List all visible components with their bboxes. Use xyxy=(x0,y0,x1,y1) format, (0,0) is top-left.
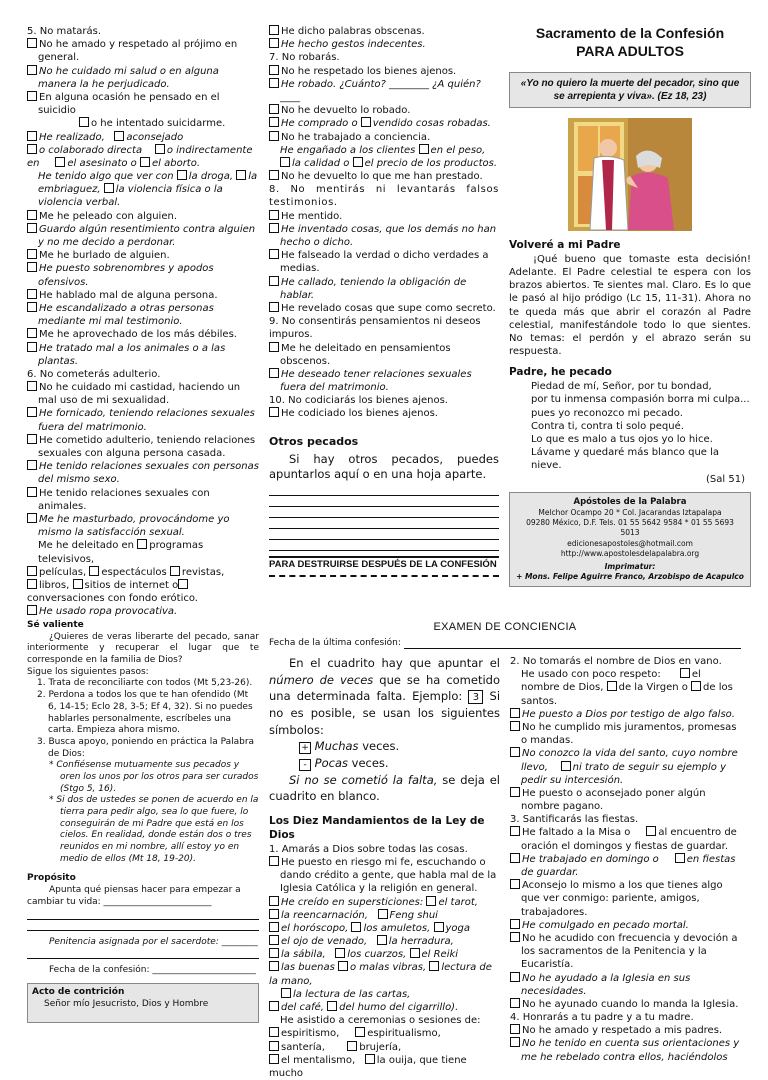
bottom-col-2 xyxy=(269,655,500,1080)
commandment-8: 8. No mentirás ni levantarás falsos testimonios. xyxy=(269,184,499,209)
list-item: He usado con poco respeto: el nombre de Dios, de la Virgen o de los santos. xyxy=(521,669,733,707)
checkbox-icon[interactable] xyxy=(269,368,279,378)
checkbox-icon[interactable] xyxy=(269,961,279,971)
list-item: He puesto en riesgo mi fe, escuchando o dando crédito a gente, que habla mal de la Iglesia Católica y la religión en general. xyxy=(269,856,500,896)
list-item: He comprado o vendido cosas robadas. xyxy=(269,117,499,130)
checkbox-icon[interactable] xyxy=(646,826,656,836)
checkbox-icon[interactable] xyxy=(27,407,37,417)
list-item: 3. Busca apoyo, poniendo en práctica la Palabra de Dios: xyxy=(37,736,255,759)
checkbox-icon[interactable] xyxy=(680,668,690,678)
list-item: He usado ropa provocativa. xyxy=(27,605,259,618)
checkbox-icon[interactable] xyxy=(89,566,99,576)
checkbox-icon[interactable] xyxy=(434,922,444,932)
checkbox-icon[interactable] xyxy=(27,605,37,615)
list-item: He inventado cosas, que los demás no han hecho o dicho. xyxy=(269,223,499,249)
list-item: No he amado y respetado al prójimo en general. xyxy=(27,38,259,64)
top-col-3 xyxy=(509,25,751,587)
checkbox-icon[interactable] xyxy=(269,78,279,88)
list-item: He trabajado en domingo o en fiestas de guardar. xyxy=(510,853,742,879)
checkbox-icon[interactable] xyxy=(269,342,279,352)
checkbox-icon[interactable] xyxy=(365,1054,375,1064)
checkbox-icon[interactable] xyxy=(378,909,388,919)
confession-illustration xyxy=(568,118,692,231)
penance-field[interactable]: Penitencia asignada por el sacerdote: ________ xyxy=(49,936,258,947)
write-line[interactable] xyxy=(269,540,499,551)
list-item: He falseado la verdad o dicho verdades a medias. xyxy=(269,249,499,275)
checkbox-icon[interactable] xyxy=(347,1041,357,1051)
list-item: del café, del humo del cigarrillo). xyxy=(269,1001,500,1014)
checkbox-icon[interactable] xyxy=(269,25,279,35)
checkbox-icon[interactable] xyxy=(170,566,180,576)
checkbox-icon[interactable] xyxy=(27,144,37,154)
exam-header xyxy=(269,620,741,649)
checkbox-icon[interactable] xyxy=(280,157,290,167)
list-item: No he amado y respetado a mis padres. xyxy=(510,1024,742,1037)
list-item: No he tenido en cuenta sus orientaciones y me he rebelado contra ellos, haciéndolos xyxy=(510,1037,742,1063)
checkbox-icon[interactable] xyxy=(269,909,279,919)
list-item: No he ayudado a la Iglesia en sus necesidades. xyxy=(510,972,742,998)
checkbox-icon[interactable] xyxy=(327,1001,337,1011)
checkbox-icon[interactable] xyxy=(561,761,571,771)
checkbox-icon[interactable] xyxy=(361,117,371,127)
checkbox-icon[interactable] xyxy=(27,210,37,220)
checkbox-icon[interactable] xyxy=(269,407,279,417)
checkbox-icon[interactable] xyxy=(419,144,429,154)
checkbox-icon[interactable] xyxy=(269,249,279,259)
commandment-1: 1. Amarás a Dios sobre todas las cosas. xyxy=(269,843,468,855)
checkbox-icon[interactable] xyxy=(510,919,520,929)
blank-instruction: Si no se cometió la falta, se deja el cuadrito en blanco. xyxy=(269,772,501,804)
list-item: He puesto a Dios por testigo de algo falso. xyxy=(510,708,742,721)
list-item: He escandalizado a otras personas mediante mi mal testimonio. xyxy=(27,302,259,328)
paragraph: Sigue los siguientes pasos: xyxy=(27,666,149,677)
checkbox-icon[interactable] xyxy=(269,223,279,233)
list-item: Me he burlado de alguien. xyxy=(27,249,259,262)
steps-list xyxy=(27,678,259,760)
commandment-5: 5. No matarás. xyxy=(27,26,102,37)
page-subtitle: PARA ADULTOS xyxy=(576,42,684,59)
checkbox-icon[interactable] xyxy=(27,91,37,101)
list-item: No he cuidado mi castidad, haciendo un mal uso de mi sexualidad. xyxy=(27,381,259,407)
list-item: el horóscopo, los amuletos, yoga xyxy=(269,922,500,935)
top-col-1 xyxy=(27,25,259,618)
list-item: santería, brujería, xyxy=(269,1041,500,1054)
list-item: He dicho palabras obscenas. xyxy=(269,25,499,38)
list-item: la lectura de las cartas, xyxy=(269,988,500,1001)
checkbox-icon[interactable] xyxy=(79,117,89,127)
confession-date-field[interactable]: Fecha de la confesión: _______________________ xyxy=(49,965,256,976)
commandment-9: 9. No consentirás pensamientos ni deseos impuros. xyxy=(269,316,481,341)
psalm xyxy=(509,380,751,486)
list-item: o colaborado directa o indirectamente en el asesinato o el aborto. xyxy=(27,144,253,169)
psalm-line: Lávame y quedaré más blanco que la nieve. xyxy=(531,447,720,472)
list-item: He realizado, aconsejado xyxy=(27,131,259,144)
list-item: He tenido algo que ver con la droga, la embriaguez, la violencia física o la violencia verbal. xyxy=(38,171,258,209)
psalm-line: Lo que es malo a tus ojos yo lo hice. xyxy=(531,433,713,445)
commandment-10: 10. No codiciarás los bienes ajenos. xyxy=(269,395,448,407)
write-line[interactable] xyxy=(27,948,259,959)
checkbox-icon[interactable] xyxy=(353,157,363,167)
list-item: Me he aprovechado de los más débiles. xyxy=(27,328,259,341)
quote-box: «Yo no quiero la muerte del pecador, sino que se arrepienta y viva». (Ez 18, 23) xyxy=(509,72,751,108)
instructions: En el cuadrito hay que apuntar el número de veces que se ha cometido una determinada falta. Ejemplo: 3 Si no es posible, se usan los siguientes símbolos: xyxy=(269,656,501,737)
list-item: libros, sitios de internet oconversaciones con fondo erótico. xyxy=(27,579,198,605)
checkbox-icon[interactable] xyxy=(269,1001,279,1011)
list-item: No he trabajado a conciencia. xyxy=(269,131,499,144)
list-item: el mentalismo, la ouija, que tiene mucho xyxy=(269,1054,467,1079)
psalm-line: Contra ti, contra ti solo pequé. xyxy=(531,420,684,432)
symbol-many: + Muchas veces. xyxy=(269,738,500,755)
paragraph: ¿Quieres de veras liberarte del pecado, sanar interiormente y recuperar el lugar que te corresponde en la familia de Dios? xyxy=(27,631,259,666)
checkbox-icon[interactable] xyxy=(177,170,187,180)
section-heading: Volveré a mi Padre xyxy=(509,239,621,251)
checkbox-icon[interactable] xyxy=(269,65,279,75)
list-item: He faltado a la Misa o al encuentro de oración el domingos y fiestas de guardar. xyxy=(510,826,742,852)
checkbox-icon[interactable] xyxy=(429,961,439,971)
checkbox-icon[interactable] xyxy=(27,579,37,589)
other-sins-heading: Otros pecados xyxy=(269,434,359,448)
list-item: He revelado cosas que supe como secreto. xyxy=(269,302,499,315)
psalm-line: pues yo reconozco mi pecado. xyxy=(531,407,683,419)
checkbox-icon[interactable] xyxy=(27,566,37,576)
list-item: Me he peleado con alguien. xyxy=(27,210,259,223)
checkbox-icon[interactable] xyxy=(351,922,361,932)
list-item: la sábila, los cuarzos, el Reiki xyxy=(269,948,500,961)
list-item: películas, espectáculos revistas, xyxy=(27,566,259,579)
checkbox-icon[interactable] xyxy=(269,856,279,866)
publisher-email: edicionesapostoles@hotmail.com xyxy=(567,538,693,548)
checkbox-icon[interactable] xyxy=(338,961,348,971)
list-item: He fornicado, teniendo relaciones sexuales fuera del matrimonio. xyxy=(27,407,259,433)
list-item: He mentido. xyxy=(269,210,499,223)
checkbox-icon[interactable] xyxy=(104,183,114,193)
checkbox-icon[interactable] xyxy=(27,223,37,233)
symbol-few: - Pocas veces. xyxy=(269,755,500,772)
checkbox-icon[interactable] xyxy=(140,157,150,167)
checkbox-icon[interactable] xyxy=(114,131,124,141)
write-line[interactable] xyxy=(269,529,499,540)
contrition-box xyxy=(27,983,259,1023)
list-item: el ojo de venado, la herradura, xyxy=(269,935,500,948)
list-item: espiritismo, espiritualismo, xyxy=(269,1027,500,1040)
minus-icon: - xyxy=(299,759,311,771)
checkbox-icon[interactable] xyxy=(27,262,37,272)
section-heading: Padre, he pecado xyxy=(509,366,612,379)
commandment-4: 4. Honrarás a tu padre y a tu madre. xyxy=(510,1012,694,1024)
publisher-phones: 09280 México, D.F. Tels. 01 55 5642 9584 * 01 55 5693 5013 xyxy=(526,518,734,538)
list-item: * Si dos de ustedes se ponen de acuerdo en la tierra para pedir algo, sea lo que fuere, lo conseguirán de mi Padre que está en los cielos. En realidad, donde están dos o tres reunidos en mi nombre, allí estoy yo en medio de ellos (Mt 18, 19-20). xyxy=(49,795,259,864)
list-item: He hablado mal de alguna persona. xyxy=(27,289,259,302)
checkbox-icon[interactable] xyxy=(27,513,37,523)
write-line[interactable] xyxy=(269,485,499,496)
list-item: He robado. ¿Cuánto? ________ ¿A quién? ____ xyxy=(269,78,499,104)
write-line[interactable] xyxy=(269,507,499,518)
checkbox-icon[interactable] xyxy=(510,932,520,942)
checkbox-icon[interactable] xyxy=(236,170,246,180)
write-line[interactable] xyxy=(404,638,741,650)
checkbox-icon[interactable] xyxy=(27,460,37,470)
example-box: 3 xyxy=(468,690,483,704)
section-heading: Propósito xyxy=(27,873,76,884)
checkbox-icon[interactable] xyxy=(510,708,520,718)
checkbox-icon[interactable] xyxy=(410,948,420,958)
checkbox-icon[interactable] xyxy=(269,170,279,180)
list-item: No he devuelto lo robado. xyxy=(269,104,499,117)
list-item: la calidad o el precio de los productos. xyxy=(269,157,499,170)
list-item: He engañado a los clientes en el peso, xyxy=(280,144,486,156)
checkbox-icon[interactable] xyxy=(510,998,520,1008)
checkbox-icon[interactable] xyxy=(607,681,617,691)
list-item: He puesto sobrenombres y apodos ofensivos. xyxy=(27,262,259,288)
checkbox-icon[interactable] xyxy=(269,1027,279,1037)
dashed-divider xyxy=(269,575,499,577)
checkbox-icon[interactable] xyxy=(269,117,279,127)
checkbox-icon[interactable] xyxy=(510,747,520,757)
list-item: Me he deleitado en programas televisivos, xyxy=(38,540,204,565)
checkbox-icon[interactable] xyxy=(510,1037,520,1047)
checkbox-icon[interactable] xyxy=(269,896,279,906)
checkbox-icon[interactable] xyxy=(27,434,37,444)
list-item: He cometido adulterio, teniendo relaciones sexuales con alguna persona casada. xyxy=(27,434,259,460)
write-line[interactable] xyxy=(27,920,259,931)
last-confession-field[interactable] xyxy=(269,638,741,650)
checkbox-icon[interactable] xyxy=(269,210,279,220)
checkbox-icon[interactable] xyxy=(55,157,65,167)
list-item: He asistido a ceremonias o sesiones de: xyxy=(280,1015,481,1027)
checkbox-icon[interactable] xyxy=(27,302,37,312)
checkbox-icon[interactable] xyxy=(510,853,520,863)
list-item: He codiciado los bienes ajenos. xyxy=(269,407,499,420)
checkbox-icon[interactable] xyxy=(73,579,83,589)
list-item: No conozco la vida del santo, cuyo nombre llevo, ni trato de seguir su ejemplo y pedir su intercesión. xyxy=(510,747,742,787)
list-item: He tenido relaciones sexuales con animales. xyxy=(27,487,259,513)
list-item: No he devuelto lo que me han prestado. xyxy=(269,170,499,183)
bottom-col-3 xyxy=(510,655,742,1064)
list-item: No he ayunado cuando lo manda la Iglesia. xyxy=(510,998,742,1011)
list-item: En alguna ocasión he pensado en el suicidio xyxy=(27,91,259,117)
list-item: He comulgado en pecado mortal. xyxy=(510,919,742,932)
checkbox-icon[interactable] xyxy=(691,681,701,691)
checkbox-icon[interactable] xyxy=(27,328,37,338)
list-item: He deseado tener relaciones sexuales fuera del matrimonio. xyxy=(269,368,499,394)
list-item: No he cuidado mi salud o en alguna manera la he perjudicado. xyxy=(27,65,259,91)
checkbox-icon[interactable] xyxy=(426,896,436,906)
write-line[interactable] xyxy=(27,909,259,920)
list-item: Me he deleitado en pensamientos obscenos. xyxy=(269,342,499,368)
checkbox-icon[interactable] xyxy=(27,289,37,299)
publisher-website: http://www.apostolesdelapalabra.org xyxy=(560,548,700,558)
other-sins-text: Si hay otros pecados, puedes apuntarlos aquí o en una hoja aparte. xyxy=(269,452,499,482)
section-heading: Sé valiente xyxy=(27,620,84,630)
bottom-col-1 xyxy=(27,620,259,1023)
list-item: Aconsejo lo mismo a los que tienes algo que ver conmigo: pariente, amigos, trabajadores. xyxy=(510,879,742,919)
checkbox-icon[interactable] xyxy=(269,922,279,932)
checkbox-icon[interactable] xyxy=(269,302,279,312)
imprimatur-bishop: + Mons. Felipe Aguirre Franco, Arzobispo de Acapulco xyxy=(516,571,744,581)
psalm-reference: (Sal 51) xyxy=(706,473,745,485)
checkbox-icon[interactable] xyxy=(155,144,165,154)
checkbox-icon[interactable] xyxy=(27,249,37,259)
purpose-prompt: Apunta qué piensas hacer para empezar a cambiar tu vida: ________________________ xyxy=(27,885,241,907)
write-line[interactable] xyxy=(269,496,499,507)
list-item: He tratado mal a los animales o a las plantas. xyxy=(27,342,259,368)
checkbox-icon[interactable] xyxy=(27,342,37,352)
checkbox-icon[interactable] xyxy=(269,104,279,114)
checkbox-icon[interactable] xyxy=(269,1041,279,1051)
publisher-address: Melchor Ocampo 20 * Col. Jacarandas Iztapalapa xyxy=(538,508,722,518)
checkbox-icon[interactable] xyxy=(377,935,387,945)
list-item: He hecho gestos indecentes. xyxy=(269,38,499,51)
list-item: No he respetado los bienes ajenos. xyxy=(269,65,499,78)
exam-title: EXAMEN DE CONCIENCIA xyxy=(433,621,577,633)
publisher-box xyxy=(509,492,751,587)
list-item: No he acudido con frecuencia y devoción a los sacramentos de la Penitencia y la Eucaristía. xyxy=(510,932,742,972)
quotes-list xyxy=(27,760,259,865)
list-item: He tenido relaciones sexuales con personas del mismo sexo. xyxy=(27,460,259,486)
list-item: * Confiésense mutuamente sus pecados y oren los unos por los otros para ser curados (Stgo 5, 16). xyxy=(49,760,259,794)
commandment-6: 6. No cometerás adulterio. xyxy=(27,368,161,380)
checkbox-icon[interactable] xyxy=(27,487,37,497)
checkbox-icon[interactable] xyxy=(675,853,685,863)
psalm-line: Piedad de mí, Señor, por tu bondad, xyxy=(531,381,712,393)
list-item: Guardo algún resentimiento contra alguien y no me decido a perdonar. xyxy=(27,223,259,249)
checkbox-icon[interactable] xyxy=(281,988,291,998)
list-item: Me he masturbado, provocándome yo mismo la satisfacción sexual. xyxy=(27,513,259,539)
commandment-2: 2. No tomarás el nombre de Dios en vano. xyxy=(510,656,722,667)
checkbox-icon[interactable] xyxy=(178,579,188,589)
checkbox-icon[interactable] xyxy=(27,65,37,75)
top-col-2 xyxy=(269,25,499,577)
checkbox-icon[interactable] xyxy=(269,948,279,958)
checkbox-icon[interactable] xyxy=(27,131,37,141)
checkbox-icon[interactable] xyxy=(510,721,520,731)
checkbox-icon[interactable] xyxy=(510,787,520,797)
checkbox-icon[interactable] xyxy=(137,539,147,549)
psalm-line: por tu inmensa compasión borra mi culpa... xyxy=(531,394,750,406)
checkbox-icon[interactable] xyxy=(269,1054,279,1064)
plus-icon: + xyxy=(299,742,311,754)
last-confession-label: Fecha de la última confesión: xyxy=(269,637,401,648)
list-item: He puesto o aconsejado poner algún nombre pagano. xyxy=(510,787,742,813)
checkbox-icon[interactable] xyxy=(269,131,279,141)
commandments-heading: Los Diez Mandamientos de la Ley de Dios xyxy=(269,815,485,841)
contrition-title: Acto de contrición xyxy=(32,986,125,997)
list-item: la reencarnación, Feng shui xyxy=(269,909,500,922)
page-title: Sacramento de la Confesión xyxy=(535,25,725,41)
list-item: No he cumplido mis juramentos, promesas o mandas. xyxy=(510,721,742,747)
commandment-7: 7. No robarás. xyxy=(269,52,340,64)
paragraph: ¡Qué bueno que tomaste esta decisión! Adelante. El Padre celestial te espera con los brazos abiertos. Te sientes mal. Claro. Es lo que le pasó al hijo pródigo (Lc 15, 11-31). Ahora no te queda más que abrir el corazón al Padre celestial, manifestándole todo lo que sientes. No temas: el perdón y el abrazo serán su respuesta. xyxy=(509,253,751,358)
publisher-name: Apóstoles de la Palabra xyxy=(573,496,687,507)
imprimatur-label: Imprimatur: xyxy=(604,561,656,571)
checkbox-icon[interactable] xyxy=(355,1027,365,1037)
write-line[interactable] xyxy=(269,518,499,529)
checkbox-icon[interactable] xyxy=(510,972,520,982)
checkbox-icon[interactable] xyxy=(510,879,520,889)
checkbox-icon[interactable] xyxy=(269,935,279,945)
checkbox-icon[interactable] xyxy=(27,381,37,391)
checkbox-icon[interactable] xyxy=(269,38,279,48)
checkbox-icon[interactable] xyxy=(269,276,279,286)
checkbox-icon[interactable] xyxy=(510,826,520,836)
list-item: o he intentado suicidarme. xyxy=(27,117,259,130)
checkbox-icon[interactable] xyxy=(335,948,345,958)
commandment-3: 3. Santificarás las fiestas. xyxy=(510,814,639,826)
list-item: He creído en supersticiones: el tarot, xyxy=(269,896,500,909)
destroy-notice: PARA DESTRUIRSE DESPUÉS DE LA CONFESIÓN xyxy=(269,556,499,572)
list-item: las buenas o malas vibras, lectura de la mano, xyxy=(269,962,492,987)
list-item: 2. Perdona a todos los que te han ofendido (Mt 6, 14-15; Eclo 28, 3-5; Ef 4, 32). Si no puedes hablarles personalmente, escríbeles una carta. Empieza ahora mismo. xyxy=(37,690,253,736)
checkbox-icon[interactable] xyxy=(510,1024,520,1034)
list-item: 1. Trata de reconciliarte con todos (Mt 5,23-26). xyxy=(37,678,253,689)
list-item: He callado, teniendo la obligación de hablar. xyxy=(269,276,499,302)
checkbox-icon[interactable] xyxy=(27,38,37,48)
contrition-text: Señor mío Jesucristo, Dios y Hombre xyxy=(44,998,209,1009)
